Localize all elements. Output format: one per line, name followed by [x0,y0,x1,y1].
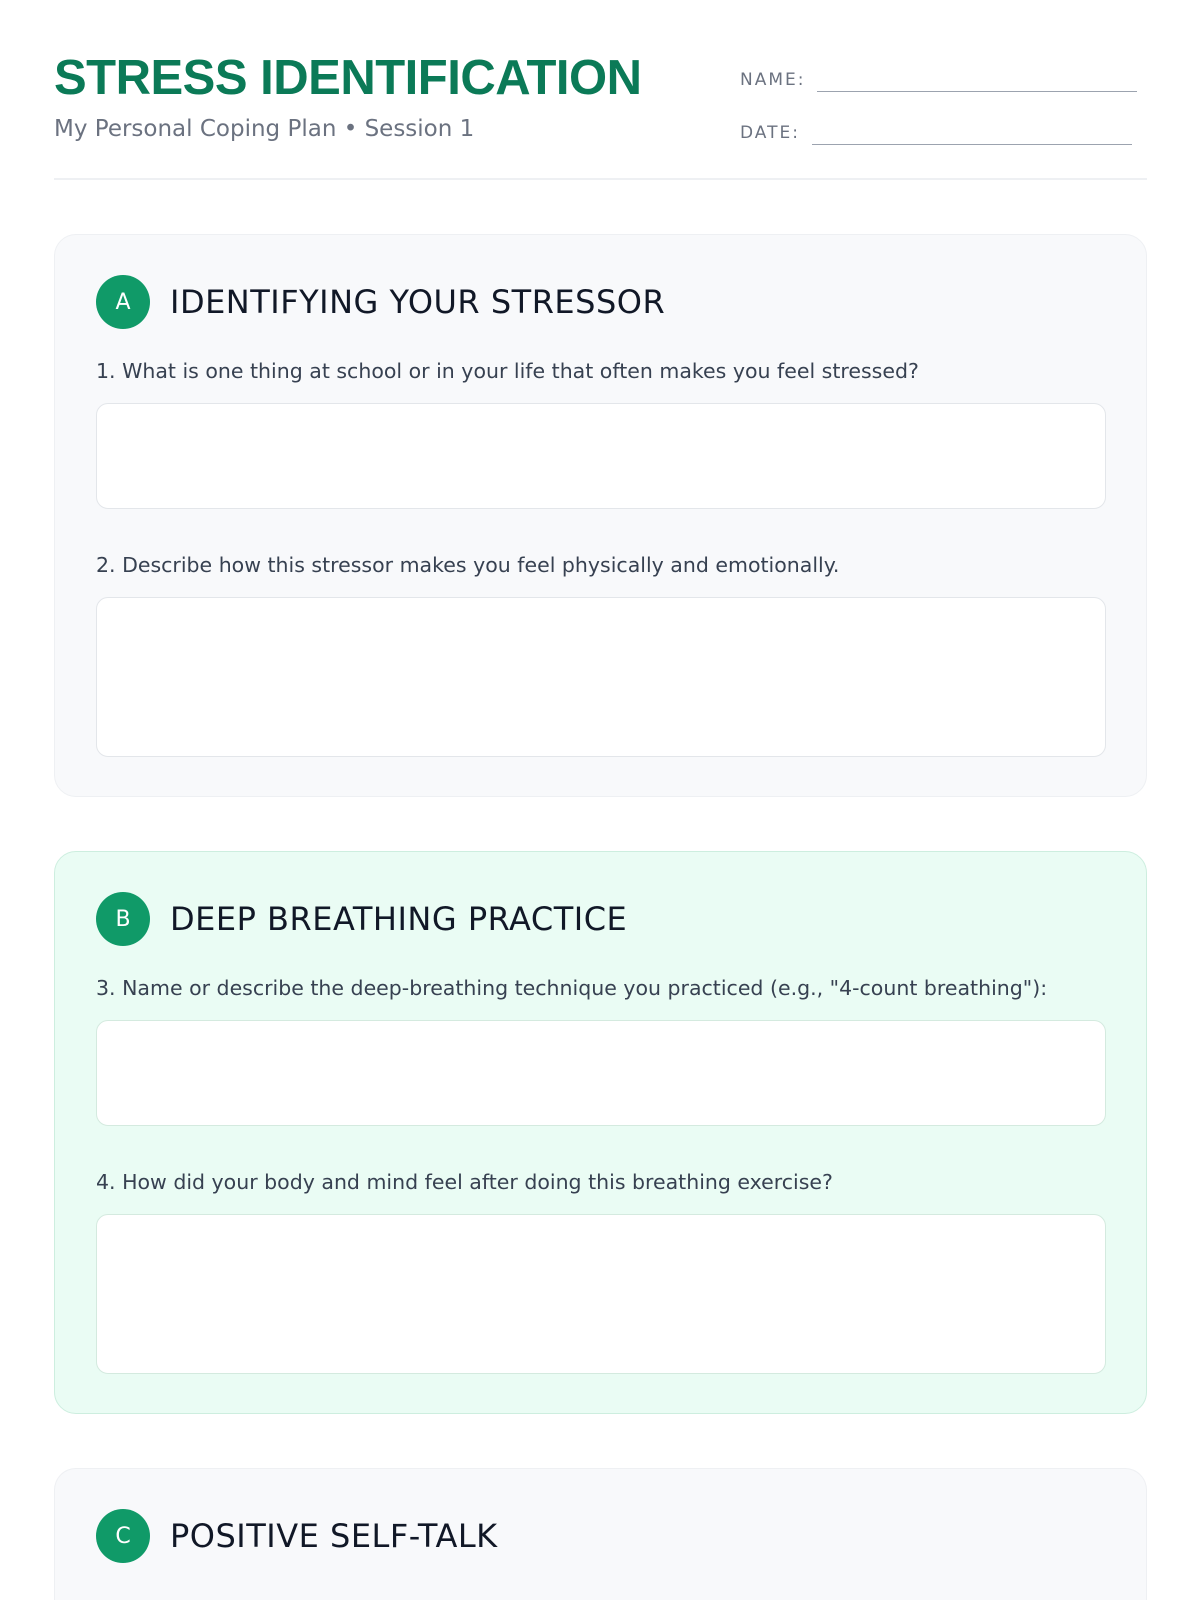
question-3: 3. Name or describe the deep-breathing technique you practiced (e.g., "4-count breathing"): [96,976,1048,1000]
date-row [740,111,1132,145]
date-label: DATE: [740,123,800,143]
name-label: NAME: [740,70,806,90]
section-badge: B [96,892,150,946]
section-header [96,275,665,329]
section-positive-self-talk [54,1468,1147,1600]
section-badge: A [96,275,150,329]
answer-box-2[interactable] [96,597,1106,757]
worksheet-page [54,0,1147,1600]
question-4: 4. How did your body and mind feel after doing this breathing exercise? [96,1170,833,1194]
question-2: 2. Describe how this stressor makes you feel physically and emotionally. [96,553,840,577]
section-header [96,1509,498,1563]
name-row [740,58,1137,92]
section-header [96,892,627,946]
section-title: IDENTIFYING YOUR STRESSOR [170,283,666,321]
page-title: STRESS IDENTIFICATION [54,51,642,105]
section-title: POSITIVE SELF-TALK [170,1517,498,1555]
date-field[interactable] [812,111,1132,145]
page-subtitle: My Personal Coping Plan • Session 1 [54,116,475,142]
answer-box-1[interactable] [96,403,1106,509]
section-title: DEEP BREATHING PRACTICE [170,900,628,938]
question-1: 1. What is one thing at school or in your life that often makes you feel stressed? [96,359,919,383]
name-field[interactable] [817,58,1137,92]
section-identifying-stressor [54,234,1147,797]
section-badge: C [96,1509,150,1563]
answer-box-4[interactable] [96,1214,1106,1374]
section-deep-breathing [54,851,1147,1414]
worksheet-header [54,0,1147,180]
answer-box-3[interactable] [96,1020,1106,1126]
